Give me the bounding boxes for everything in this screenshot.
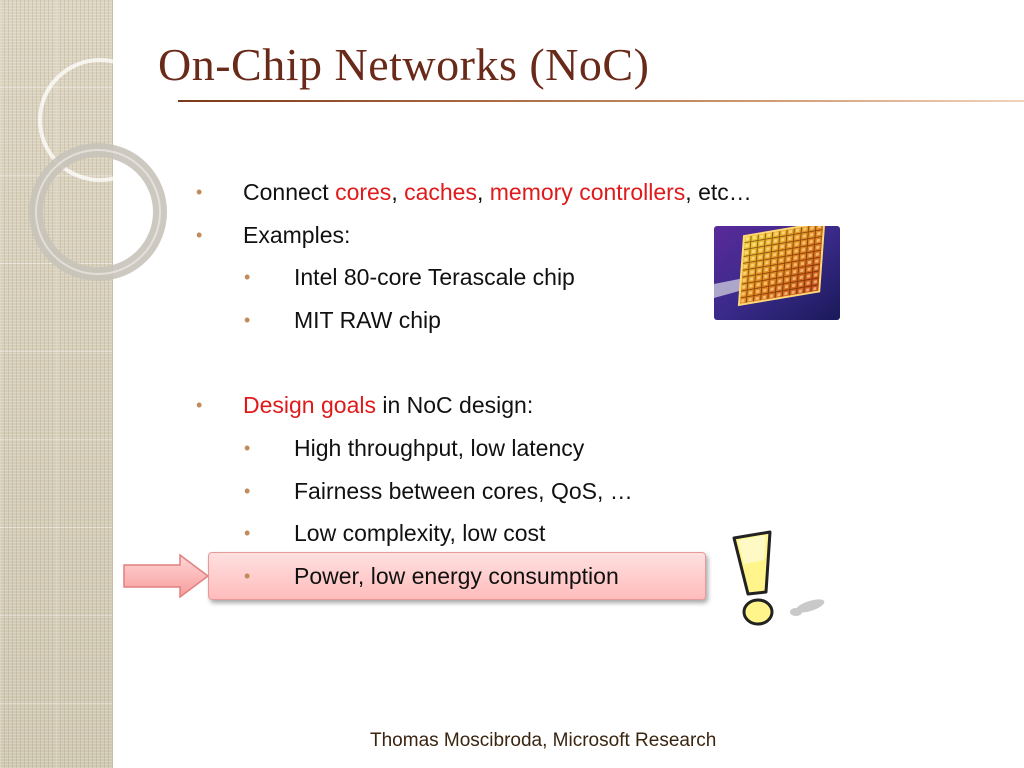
bullet-marker: • <box>244 310 251 330</box>
bullet-text: Power, low energy consumption <box>294 563 619 589</box>
bullet-marker: • <box>244 566 251 586</box>
bullet-text: Low complexity, low cost <box>294 520 546 546</box>
slide-footer: Thomas Moscibroda, Microsoft Research <box>370 730 717 751</box>
bullet-marker: • <box>244 481 251 501</box>
bullet-text: Examples: <box>243 222 351 248</box>
bullet-text: Connect cores, caches, memory controllers, etc… <box>243 179 752 205</box>
bullet-marker: • <box>244 438 251 458</box>
exclamation-icon <box>726 530 826 630</box>
right-arrow-icon <box>122 553 210 599</box>
bullet-marker: • <box>244 267 251 287</box>
chip-photo-icon <box>714 226 840 320</box>
bullet-marker: • <box>196 182 203 202</box>
slide-title: On-Chip Networks (NoC) <box>158 39 650 90</box>
bullet-text: Fairness between cores, QoS, … <box>294 478 633 504</box>
bullet-marker: • <box>196 225 203 245</box>
bullet-text: High throughput, low latency <box>294 435 585 461</box>
textured-sidebar <box>0 0 113 768</box>
title-underline <box>178 100 1024 102</box>
bullet-marker: • <box>196 395 203 415</box>
bullet-marker: • <box>244 523 251 543</box>
bullet-text: MIT RAW chip <box>294 307 441 333</box>
bullet-text: Intel 80-core Terascale chip <box>294 264 575 290</box>
decorative-rings-icon <box>0 80 160 340</box>
bullet-text: Design goals in NoC design: <box>243 392 534 418</box>
